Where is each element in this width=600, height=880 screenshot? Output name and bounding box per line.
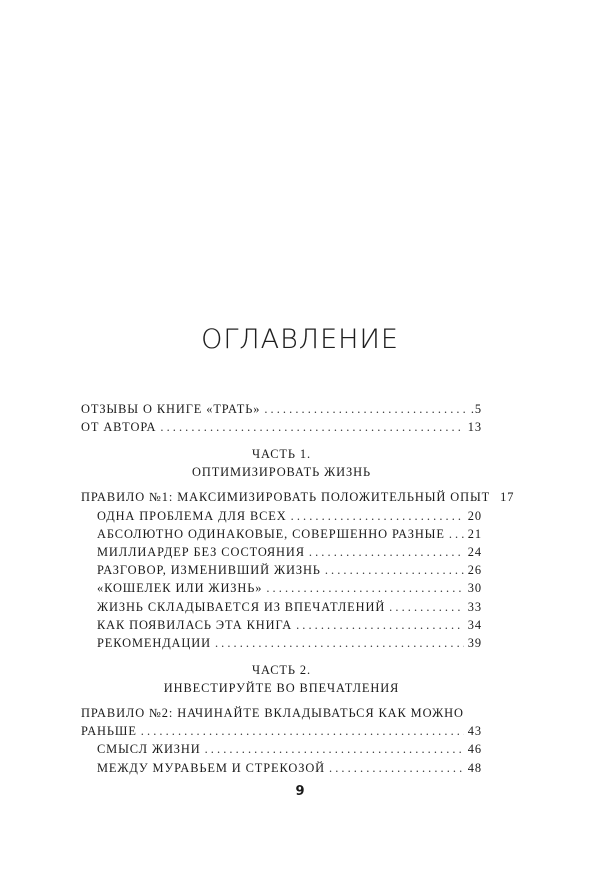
part-2-name: ИНВЕСТИРУЙТЕ ВО ВПЕЧАТЛЕНИЯ	[163, 681, 400, 696]
toc-page-number: 17	[500, 490, 515, 505]
toc-entry-title: КАК ПОЯВИЛАСЬ ЭТА КНИГА	[97, 617, 293, 632]
toc-entry-title: АБСОЛЮТНО ОДИНАКОВЫЕ, СОВЕРШЕННО РАЗНЫЕ	[97, 526, 445, 541]
toc-entry-title: ОДНА ПРОБЛЕМА ДЛЯ ВСЕХ	[97, 508, 287, 523]
toc-page-number: 26	[467, 563, 482, 578]
dot-leader	[160, 418, 463, 436]
toc-page-number: .5	[470, 402, 482, 416]
toc-entry-title: ОТ АВТОРА	[81, 420, 157, 435]
dot-leader	[296, 616, 464, 634]
toc-entry-title-line2: РАНЬШЕ	[81, 724, 137, 739]
toc-entry-title: ПРАВИЛО №1: МАКСИМИЗИРОВАТЬ ПОЛОЖИТЕЛЬНЫЙ ОПЫТ	[81, 490, 491, 505]
toc-entry[interactable]	[81, 561, 482, 579]
toc-entry[interactable]	[81, 740, 482, 758]
toc-entry[interactable]	[81, 525, 482, 543]
toc-page-number: 43	[467, 724, 482, 739]
dot-leader	[325, 561, 464, 579]
dot-leader	[309, 543, 464, 561]
toc-entry-title: МЕЖДУ МУРАВЬЕМ И СТРЕКОЗОЙ	[97, 760, 326, 775]
toc-entry-rule-1[interactable]	[81, 488, 515, 506]
table-of-contents	[81, 400, 515, 777]
toc-entry-title: РЕКОМЕНДАЦИИ	[97, 635, 211, 650]
toc-page-number: 39	[467, 635, 482, 650]
toc-entry-reviews[interactable]	[81, 400, 482, 418]
toc-entry[interactable]	[81, 543, 482, 561]
toc-entry-rule-2[interactable]	[81, 704, 482, 740]
toc-page-number: 48	[467, 760, 482, 775]
toc-page-number: 30	[467, 581, 482, 596]
toc-entry[interactable]	[81, 616, 482, 634]
dot-leader	[215, 634, 464, 652]
dot-leader	[449, 525, 464, 543]
toc-page-number: 33	[467, 599, 482, 614]
toc-entry[interactable]	[81, 759, 482, 777]
toc-page-number: 21	[467, 526, 482, 541]
page-number: 9	[295, 784, 305, 799]
dot-leader	[389, 598, 464, 616]
toc-page-number: 20	[467, 508, 482, 523]
dot-leader	[264, 400, 467, 418]
toc-entry[interactable]	[81, 634, 482, 652]
dot-leader	[329, 759, 464, 777]
toc-page-number: 24	[467, 544, 482, 559]
dot-leader	[291, 507, 464, 525]
toc-entry-title: МИЛЛИАРДЕР БЕЗ СОСТОЯНИЯ	[97, 544, 305, 559]
part-1-name: ОПТИМИЗИРОВАТЬ ЖИЗНЬ	[192, 465, 371, 480]
toc-entry-title: «КОШЕЛЕК ИЛИ ЖИЗНЬ»	[97, 581, 263, 596]
toc-page-number: 13	[467, 420, 482, 435]
dot-leader	[141, 722, 464, 740]
page-title: ОГЛАВЛЕНИЕ	[201, 324, 399, 355]
toc-entry-title: РАЗГОВОР, ИЗМЕНИВШИЙ ЖИЗНЬ	[97, 563, 321, 578]
toc-entry-title-line1: ПРАВИЛО №2: НАЧИНАЙТЕ ВКЛАДЫВАТЬСЯ КАК МОЖНО	[81, 706, 464, 721]
toc-entry-title: ЖИЗНЬ СКЛАДЫВАЕТСЯ ИЗ ВПЕЧАТЛЕНИЙ	[97, 599, 386, 614]
dot-leader	[266, 579, 463, 597]
part-2-label: ЧАСТЬ 2.	[252, 663, 311, 678]
toc-entry-title: ОТЗЫВЫ О КНИГЕ «ТРАТЬ»	[81, 402, 261, 416]
toc-entry-from-author[interactable]	[81, 418, 482, 436]
toc-entry[interactable]	[81, 598, 482, 616]
dot-leader	[205, 740, 464, 758]
part-1-label: ЧАСТЬ 1.	[252, 447, 311, 462]
toc-entry[interactable]	[81, 579, 482, 597]
toc-page-number: 34	[467, 617, 482, 632]
toc-entry-title: СМЫСЛ ЖИЗНИ	[97, 742, 201, 757]
toc-entry[interactable]	[81, 507, 482, 525]
toc-page-number: 46	[467, 742, 482, 757]
